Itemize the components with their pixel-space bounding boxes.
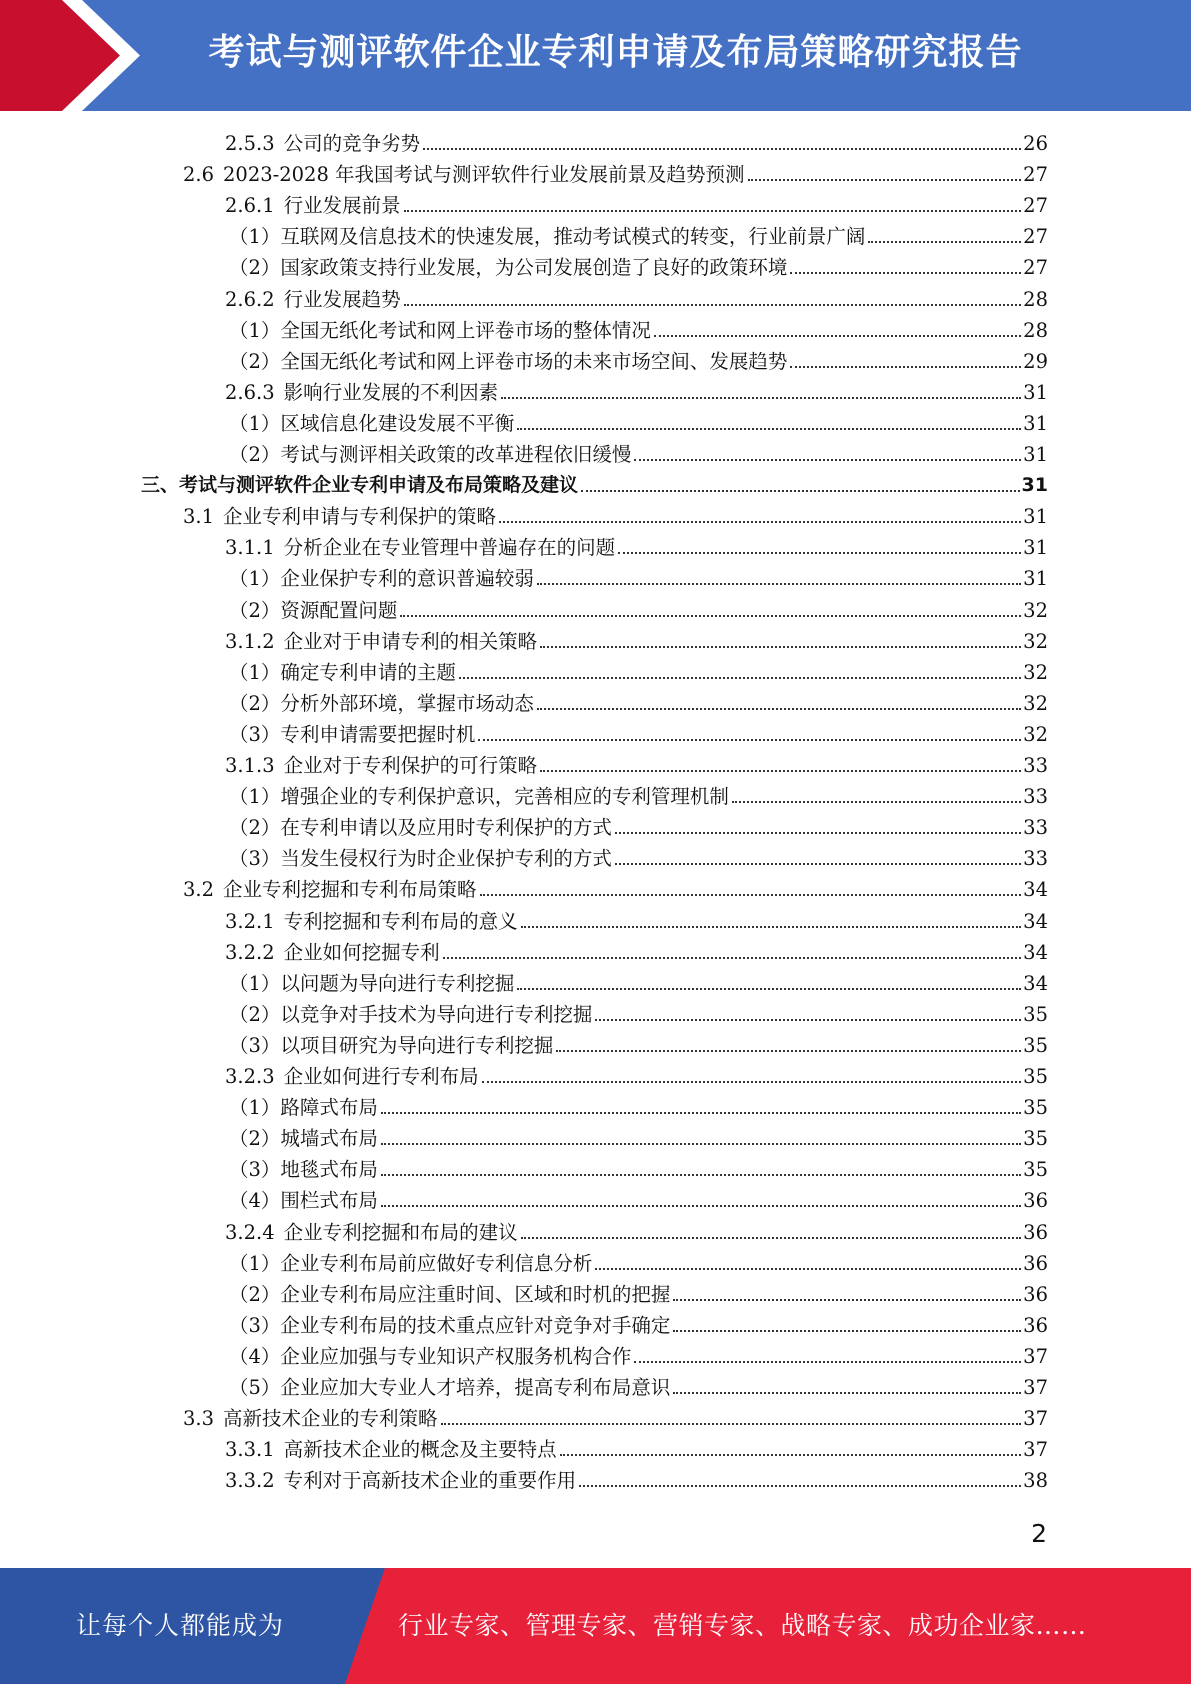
toc-entry-page: 33 bbox=[1023, 847, 1048, 870]
toc-entry-number: 3.2.3 bbox=[225, 1065, 275, 1088]
toc-entry[interactable] bbox=[225, 284, 1048, 315]
toc-entry-title: 围栏式布局 bbox=[280, 1189, 378, 1212]
toc-entry[interactable] bbox=[229, 1279, 1048, 1310]
toc-dot-leader bbox=[540, 646, 1021, 648]
toc-entry-number: （4） bbox=[229, 1345, 281, 1368]
toc-entry-title: 企业专利申请与专利保护的策略 bbox=[223, 505, 497, 528]
toc-dot-leader bbox=[615, 863, 1021, 865]
toc-dot-leader bbox=[537, 708, 1021, 710]
toc-entry-page: 35 bbox=[1023, 1096, 1048, 1119]
toc-entry-title: 企业保护专利的意识普遍较弱 bbox=[280, 567, 534, 590]
toc-entry-page: 37 bbox=[1023, 1438, 1048, 1461]
toc-entry-number: 2.6.2 bbox=[225, 288, 275, 311]
toc-dot-leader bbox=[615, 832, 1021, 834]
toc-entry[interactable] bbox=[225, 1217, 1048, 1248]
toc-entry-page: 32 bbox=[1023, 661, 1048, 684]
toc-entry-page: 29 bbox=[1023, 350, 1048, 373]
toc-dot-leader bbox=[381, 1174, 1021, 1176]
toc-entry-title: 区域信息化建设发展不平衡 bbox=[280, 412, 515, 435]
toc-entry-number: （1） bbox=[229, 1252, 281, 1275]
toc-entry[interactable] bbox=[183, 159, 1048, 190]
toc-entry-title: 企业专利布局前应做好专利信息分析 bbox=[280, 1252, 593, 1275]
page-number: 2 bbox=[1031, 1519, 1047, 1548]
toc-entry-number: （3） bbox=[229, 1034, 281, 1057]
toc-dot-leader bbox=[790, 272, 1021, 274]
toc-entry[interactable] bbox=[229, 1185, 1048, 1216]
toc-entry-title: 增强企业的专利保护意识，完善相应的专利管理机制 bbox=[280, 785, 729, 808]
toc-entry-number: （2） bbox=[229, 1127, 281, 1150]
toc-entry-page: 28 bbox=[1023, 319, 1048, 342]
toc-entry[interactable] bbox=[229, 1123, 1048, 1154]
toc-entry-title: 2023-2028 年我国考试与测评软件行业发展前景及趋势预测 bbox=[223, 163, 745, 186]
toc-entry-number: （2） bbox=[229, 443, 281, 466]
toc-entry-page: 27 bbox=[1023, 225, 1048, 248]
toc-entry-page: 31 bbox=[1023, 412, 1048, 435]
toc-entry-title: 企业应加强与专业知识产权服务机构合作 bbox=[280, 1345, 632, 1368]
toc-dot-leader bbox=[478, 739, 1021, 741]
toc-dot-leader bbox=[404, 210, 1022, 212]
toc-entry[interactable] bbox=[229, 999, 1048, 1030]
toc-entry[interactable] bbox=[229, 1310, 1048, 1341]
toc-entry-page: 31 bbox=[1023, 381, 1048, 404]
toc-entry-number: 2.6 bbox=[183, 163, 215, 186]
toc-entry-page: 32 bbox=[1023, 723, 1048, 746]
toc-entry-number: （4） bbox=[229, 1189, 281, 1212]
toc-entry[interactable] bbox=[229, 346, 1048, 377]
footer-slogan-left: 让每个人都能成为 bbox=[75, 1611, 284, 1640]
toc-entry-number: 3.1.2 bbox=[225, 630, 275, 653]
toc-entry[interactable] bbox=[225, 377, 1048, 408]
toc-dot-leader bbox=[579, 1485, 1021, 1487]
toc-entry-title: 高新技术企业的专利策略 bbox=[223, 1407, 438, 1430]
toc-entry-page: 27 bbox=[1023, 163, 1048, 186]
toc-entry-page: 36 bbox=[1023, 1283, 1048, 1306]
toc-entry-page: 37 bbox=[1023, 1345, 1048, 1368]
toc-dot-leader bbox=[732, 801, 1021, 803]
toc-entry-page: 36 bbox=[1023, 1314, 1048, 1337]
toc-entry-number: （2） bbox=[229, 1003, 281, 1026]
toc-entry-number: 3.2.4 bbox=[225, 1221, 275, 1244]
toc-entry-number: 3.2.1 bbox=[225, 910, 275, 933]
toc-entry[interactable] bbox=[229, 812, 1048, 843]
toc-dot-leader bbox=[556, 1050, 1021, 1052]
toc-dot-leader bbox=[560, 1454, 1022, 1456]
toc-entry-title: 在专利申请以及应用时专利保护的方式 bbox=[280, 816, 612, 839]
toc-entry-title: 全国无纸化考试和网上评卷市场的未来市场空间、发展趋势 bbox=[280, 350, 788, 373]
toc-entry-number: 3.3 bbox=[183, 1407, 215, 1430]
toc-entry-number: （1） bbox=[229, 319, 281, 342]
toc-entry-title: 分析外部环境，掌握市场动态 bbox=[280, 692, 534, 715]
toc-entry[interactable] bbox=[183, 1403, 1048, 1434]
toc-entry-page: 33 bbox=[1023, 816, 1048, 839]
toc-entry-page: 33 bbox=[1023, 754, 1048, 777]
toc-entry[interactable] bbox=[229, 408, 1048, 439]
toc-entry-title: 企业应加大专业人才培养，提高专利布局意识 bbox=[280, 1376, 671, 1399]
toc-dot-leader bbox=[443, 957, 1022, 959]
toc-entry-number: （2） bbox=[229, 1283, 281, 1306]
toc-entry-title: 公司的竞争劣势 bbox=[283, 132, 421, 155]
toc-dot-leader bbox=[400, 615, 1021, 617]
toc-entry-title: 国家政策支持行业发展，为公司发展创造了良好的政策环境 bbox=[280, 256, 788, 279]
toc-entry-number: （3） bbox=[229, 723, 281, 746]
toc-dot-leader bbox=[618, 552, 1021, 554]
toc-dot-leader bbox=[537, 583, 1021, 585]
toc-entry[interactable] bbox=[225, 750, 1048, 781]
toc-entry-number: （2） bbox=[229, 256, 281, 279]
toc-dot-leader bbox=[459, 677, 1021, 679]
toc-entry-page: 36 bbox=[1023, 1189, 1048, 1212]
toc-entry-page: 37 bbox=[1023, 1407, 1048, 1430]
toc-entry-number: （3） bbox=[229, 847, 281, 870]
toc-entry-title: 高新技术企业的概念及主要特点 bbox=[283, 1438, 557, 1461]
toc-dot-leader bbox=[521, 1237, 1022, 1239]
toc-entry-page: 36 bbox=[1023, 1221, 1048, 1244]
toc-entry-page: 35 bbox=[1023, 1127, 1048, 1150]
toc-entry-number: （3） bbox=[229, 1158, 281, 1181]
toc-entry[interactable] bbox=[229, 1092, 1048, 1123]
toc-entry[interactable] bbox=[225, 626, 1048, 657]
toc-entry-page: 37 bbox=[1023, 1376, 1048, 1399]
toc-entry[interactable] bbox=[229, 719, 1048, 750]
toc-entry-title: 企业如何挖掘专利 bbox=[283, 941, 440, 964]
toc-entry-number: 3.1.3 bbox=[225, 754, 275, 777]
toc-entry-page: 27 bbox=[1023, 256, 1048, 279]
toc-entry-title: 以竞争对手技术为导向进行专利挖掘 bbox=[280, 1003, 593, 1026]
toc-dot-leader bbox=[441, 1423, 1022, 1425]
toc-entry[interactable] bbox=[225, 532, 1048, 563]
toc-entry[interactable] bbox=[229, 1030, 1048, 1061]
toc-entry-number: （1） bbox=[229, 661, 281, 684]
toc-entry-page: 35 bbox=[1023, 1065, 1048, 1088]
toc-entry[interactable] bbox=[225, 128, 1048, 159]
toc-dot-leader bbox=[673, 1330, 1021, 1332]
toc-entry[interactable] bbox=[229, 221, 1048, 252]
toc-entry-page: 31 bbox=[1021, 474, 1048, 496]
page-footer bbox=[0, 1568, 1191, 1684]
toc-dot-leader bbox=[634, 1361, 1021, 1363]
toc-entry-title: 专利对于高新技术企业的重要作用 bbox=[283, 1469, 577, 1492]
toc-entry-title: 当发生侵权行为时企业保护专利的方式 bbox=[280, 847, 612, 870]
toc-dot-leader bbox=[482, 1081, 1022, 1083]
toc-entry[interactable] bbox=[141, 470, 1048, 501]
report-title: 考试与测评软件企业专利申请及布局策略研究报告 bbox=[208, 32, 1023, 73]
toc-entry-number: 3.1 bbox=[183, 505, 215, 528]
toc-dot-leader bbox=[499, 521, 1021, 523]
toc-entry[interactable] bbox=[229, 252, 1048, 283]
toc-dot-leader bbox=[381, 1205, 1021, 1207]
toc-entry-page: 35 bbox=[1023, 1034, 1048, 1057]
toc-dot-leader bbox=[595, 1019, 1021, 1021]
toc-entry-title: 企业专利挖掘和专利布局策略 bbox=[223, 878, 477, 901]
toc-entry-title: 互联网及信息技术的快速发展，推动考试模式的转变，行业前景广阔 bbox=[280, 225, 866, 248]
toc-entry-title: 企业专利挖掘和布局的建议 bbox=[283, 1221, 518, 1244]
toc-entry[interactable] bbox=[229, 1341, 1048, 1372]
toc-entry[interactable] bbox=[229, 781, 1048, 812]
toc-dot-leader bbox=[748, 179, 1022, 181]
toc-dot-leader bbox=[868, 241, 1021, 243]
toc-entry[interactable] bbox=[225, 1061, 1048, 1092]
toc-entry-number: （2） bbox=[229, 692, 281, 715]
toc-entry-title: 以问题为导向进行专利挖掘 bbox=[280, 972, 515, 995]
toc-entry-page: 31 bbox=[1023, 567, 1048, 590]
toc-entry-title: 专利申请需要把握时机 bbox=[280, 723, 476, 746]
toc-entry-number: 3.3.1 bbox=[225, 1438, 275, 1461]
toc-entry[interactable] bbox=[229, 1248, 1048, 1279]
toc-entry-number: 2.6.1 bbox=[225, 194, 275, 217]
toc-entry-number: （2） bbox=[229, 350, 281, 373]
toc-entry-title: 资源配置问题 bbox=[280, 599, 398, 622]
toc-entry[interactable] bbox=[229, 563, 1048, 594]
toc-entry-title: 城墙式布局 bbox=[280, 1127, 378, 1150]
toc-entry-title: 确定专利申请的主题 bbox=[280, 661, 456, 684]
toc-entry-title: 企业如何进行专利布局 bbox=[283, 1065, 479, 1088]
toc-entry-title: 考试与测评相关政策的改革进程依旧缓慢 bbox=[280, 443, 632, 466]
toc-entry-number: 2.5.3 bbox=[225, 132, 275, 155]
toc-entry-number: （1） bbox=[229, 972, 281, 995]
toc-dot-leader bbox=[423, 148, 1021, 150]
toc-entry-page: 32 bbox=[1023, 692, 1048, 715]
toc-entry-number: （1） bbox=[229, 785, 281, 808]
toc-entry-title: 企业专利布局应注重时间、区域和时机的把握 bbox=[280, 1283, 671, 1306]
toc-entry-number: （1） bbox=[229, 567, 281, 590]
toc-entry-page: 33 bbox=[1023, 785, 1048, 808]
toc-entry[interactable] bbox=[229, 439, 1048, 470]
toc-entry-title: 路障式布局 bbox=[280, 1096, 378, 1119]
toc-entry-page: 36 bbox=[1023, 1252, 1048, 1275]
toc-entry-page: 32 bbox=[1023, 630, 1048, 653]
toc-entry[interactable] bbox=[229, 968, 1048, 999]
toc-entry-number: 3.2.2 bbox=[225, 941, 275, 964]
toc-entry-title: 分析企业在专业管理中普遍存在的问题 bbox=[283, 536, 616, 559]
toc-dot-leader bbox=[673, 1392, 1021, 1394]
toc-entry-title: 以项目研究为导向进行专利挖掘 bbox=[280, 1034, 554, 1057]
toc-entry-number: 3.1.1 bbox=[225, 536, 275, 559]
toc-entry-title: 企业专利布局的技术重点应针对竞争对手确定 bbox=[280, 1314, 671, 1337]
toc-dot-leader bbox=[517, 988, 1021, 990]
toc-entry-number: （2） bbox=[229, 599, 281, 622]
toc-entry-title: 全国无纸化考试和网上评卷市场的整体情况 bbox=[280, 319, 651, 342]
toc-entry-page: 26 bbox=[1023, 132, 1048, 155]
toc-entry-page: 31 bbox=[1023, 536, 1048, 559]
toc-dot-leader bbox=[381, 1112, 1021, 1114]
toc-entry[interactable] bbox=[225, 1465, 1048, 1496]
toc-entry-page: 34 bbox=[1023, 972, 1048, 995]
toc-entry[interactable] bbox=[229, 1372, 1048, 1403]
toc-entry[interactable] bbox=[229, 1154, 1048, 1185]
toc-entry-page: 34 bbox=[1023, 878, 1048, 901]
toc-entry-title: 企业对于专利保护的可行策略 bbox=[283, 754, 538, 777]
toc-entry-title: 考试与测评软件企业专利申请及布局策略及建议 bbox=[179, 474, 579, 496]
toc-entry-page: 34 bbox=[1023, 910, 1048, 933]
toc-entry[interactable] bbox=[229, 315, 1048, 346]
toc-entry[interactable] bbox=[225, 937, 1048, 968]
toc-entry-number: 3.2 bbox=[183, 878, 215, 901]
toc-entry-page: 35 bbox=[1023, 1158, 1048, 1181]
toc-entry-number: 2.6.3 bbox=[225, 381, 275, 404]
toc-entry[interactable] bbox=[229, 843, 1048, 874]
toc-entry-page: 31 bbox=[1023, 443, 1048, 466]
toc-entry-number: （5） bbox=[229, 1376, 281, 1399]
toc-entry-page: 31 bbox=[1023, 505, 1048, 528]
toc-entry-page: 27 bbox=[1023, 194, 1048, 217]
footer-slogan-right: 行业专家、管理专家、营销专家、战略专家、成功企业家…… bbox=[398, 1611, 1087, 1640]
toc-entry-number: （1） bbox=[229, 1096, 281, 1119]
toc-entry-number: （1） bbox=[229, 412, 281, 435]
toc-entry-title: 地毯式布局 bbox=[280, 1158, 378, 1181]
toc-dot-leader bbox=[517, 428, 1021, 430]
toc-entry[interactable] bbox=[225, 906, 1048, 937]
toc-entry-title: 行业发展趋势 bbox=[283, 288, 401, 311]
toc-entry-title: 企业对于申请专利的相关策略 bbox=[283, 630, 538, 653]
toc-entry-page: 32 bbox=[1023, 599, 1048, 622]
toc-dot-leader bbox=[595, 1268, 1021, 1270]
toc-entry[interactable] bbox=[229, 657, 1048, 688]
page-header bbox=[0, 0, 1191, 111]
toc-entry-title: 行业发展前景 bbox=[283, 194, 401, 217]
toc-dot-leader bbox=[404, 304, 1022, 306]
toc-dot-leader bbox=[381, 1143, 1021, 1145]
toc-entry-page: 28 bbox=[1023, 288, 1048, 311]
toc-entry[interactable] bbox=[183, 501, 1048, 532]
toc-entry[interactable] bbox=[229, 688, 1048, 719]
toc-dot-leader bbox=[501, 397, 1021, 399]
toc-entry-title: 影响行业发展的不利因素 bbox=[283, 381, 499, 404]
toc-entry-title: 专利挖掘和专利布局的意义 bbox=[283, 910, 518, 933]
toc-dot-leader bbox=[654, 335, 1021, 337]
toc-entry-number: （2） bbox=[229, 816, 281, 839]
toc-dot-leader bbox=[673, 1299, 1021, 1301]
toc-entry-page: 34 bbox=[1023, 941, 1048, 964]
toc-dot-leader bbox=[480, 894, 1022, 896]
toc-entry[interactable] bbox=[229, 595, 1048, 626]
toc-dot-leader bbox=[634, 459, 1021, 461]
toc-dot-leader bbox=[521, 926, 1022, 928]
toc-entry-number: （1） bbox=[229, 225, 281, 248]
toc-entry[interactable] bbox=[183, 874, 1048, 905]
toc-entry-number: （3） bbox=[229, 1314, 281, 1337]
toc-dot-leader bbox=[540, 770, 1021, 772]
toc-dot-leader bbox=[790, 366, 1021, 368]
toc-entry-number: 3.3.2 bbox=[225, 1469, 275, 1492]
toc-dot-leader bbox=[581, 490, 1020, 492]
toc-entry-page: 35 bbox=[1023, 1003, 1048, 1026]
toc-entry-page: 38 bbox=[1023, 1469, 1048, 1492]
toc-entry[interactable] bbox=[225, 1434, 1048, 1465]
toc-entry[interactable] bbox=[225, 190, 1048, 221]
toc-entry-number: 三、 bbox=[141, 474, 180, 496]
